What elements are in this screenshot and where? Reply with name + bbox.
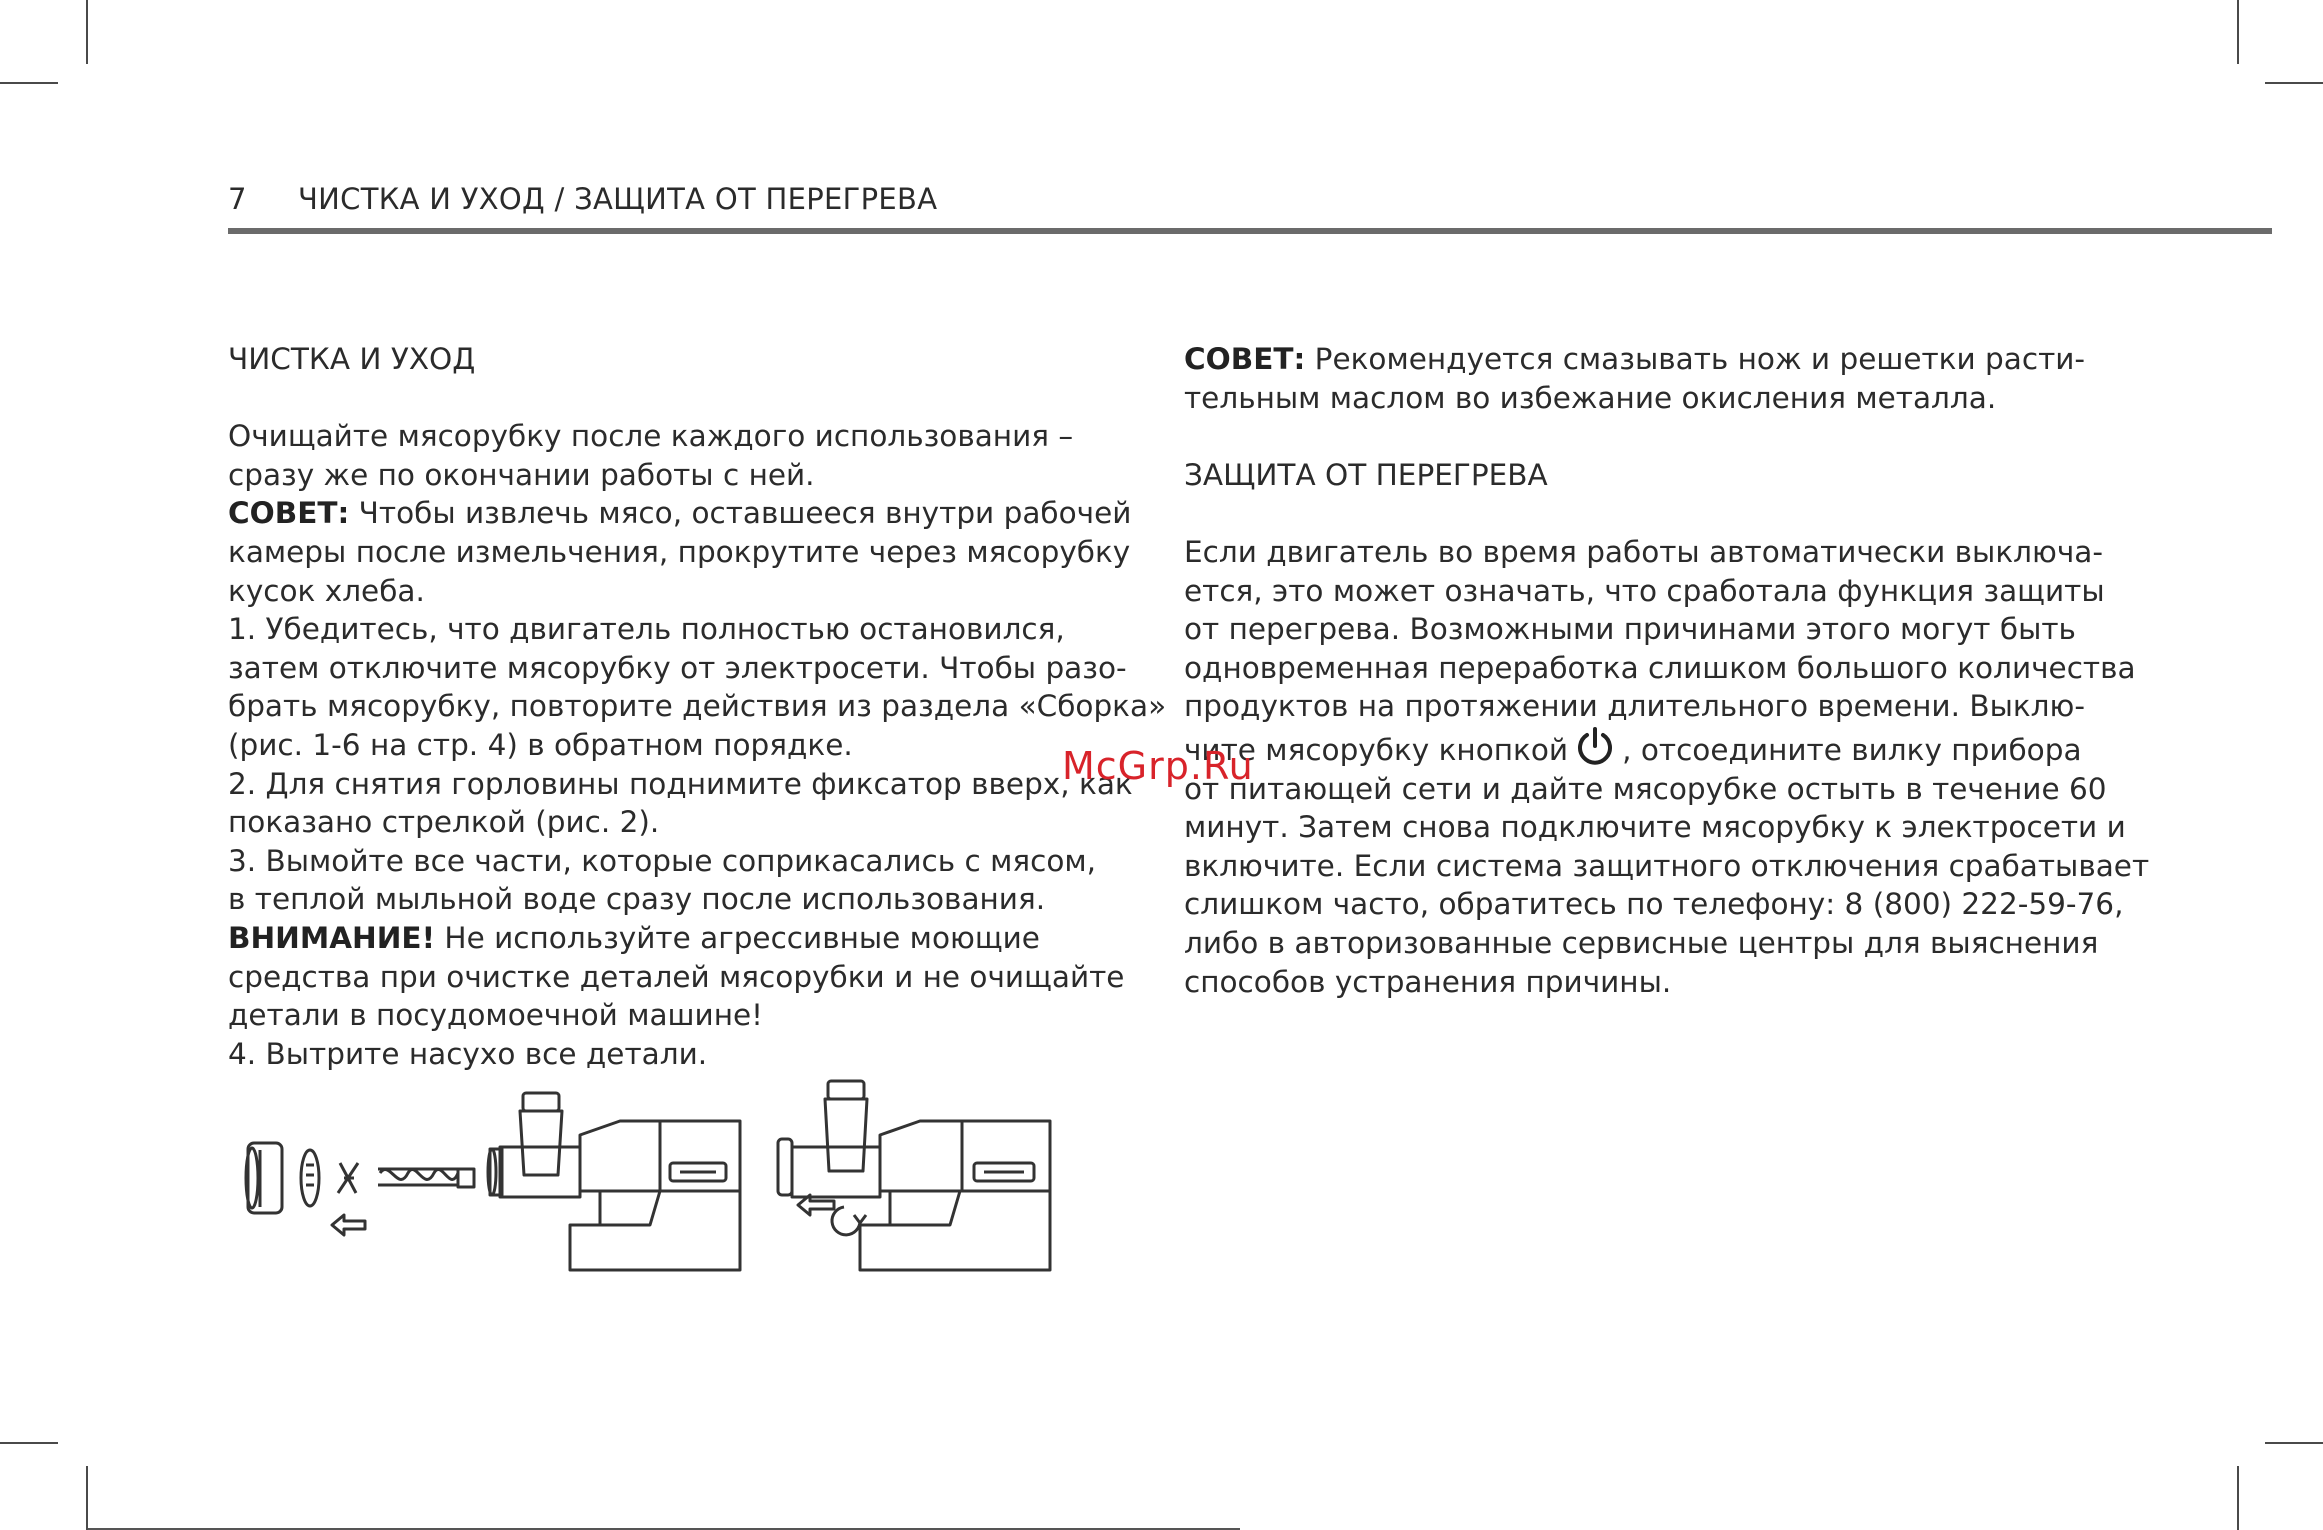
power-icon <box>1574 726 1616 768</box>
crop-mark <box>86 0 88 64</box>
tip-label: СОВЕТ: <box>1184 342 1306 376</box>
step-4-line: 4. Вытрите насухо все детали. <box>228 1036 708 1071</box>
right-column <box>1184 340 2149 1001</box>
overheat-line: ется, это может означать, что сработала функция защиты <box>1184 573 2105 608</box>
tip-label: СОВЕТ: <box>228 496 350 531</box>
step-1-line: 1. Убедитесь, что двигатель полностью остановился, <box>228 612 1065 647</box>
overheat-inline-text: , отсоедините вилку прибора <box>1622 732 2082 767</box>
watermark: McGrp.Ru <box>1062 744 1254 788</box>
page-header <box>228 182 937 216</box>
overheat-line: от перегрева. Возможными причинами этого могут быть <box>1184 612 2076 647</box>
warning-text: детали в посудомоечной машине! <box>228 998 763 1033</box>
step-3-line: в теплой мыльной воде сразу после использования. <box>228 882 1046 917</box>
crop-mark <box>2237 0 2239 64</box>
crop-mark <box>0 82 58 84</box>
crop-mark <box>2265 1442 2323 1444</box>
warning-text: Не используйте агрессивные моющие <box>435 920 1040 955</box>
overheat-line-with-icon <box>1184 726 2149 770</box>
neck-removal-illustration <box>770 1075 1070 1275</box>
page-number: 7 <box>228 182 247 216</box>
step-1-line: затем отключите мясорубку от электросети. Чтобы разо- <box>228 650 1127 685</box>
overheat-line: Если двигатель во время работы автоматически выключа- <box>1184 534 2103 569</box>
step-1-line: брать мясорубку, повторите действия из раздела «Сборка» <box>228 689 1167 724</box>
tip-text: Чтобы извлечь мясо, оставшееся внутри рабочей <box>349 496 1132 531</box>
tip-text: камеры после измельчения, прокрутите через мясорубку <box>228 534 1131 569</box>
overheat-line: либо в авторизованные сервисные центры для выяснения <box>1184 925 2099 960</box>
warning-text: средства при очистке деталей мясорубки и не очищайте <box>228 959 1125 994</box>
overheat-line: одновременная переработка слишком большого количества <box>1184 650 2136 685</box>
overheat-inline-text: чите мясорубку кнопкой <box>1184 732 1569 767</box>
left-column <box>228 340 1166 1073</box>
tip-paragraph <box>1184 340 2149 379</box>
intro-line: Очищайте мясорубку после каждого использования – <box>228 419 1074 454</box>
header-rule <box>228 228 2272 234</box>
step-2-line: показано стрелкой (рис. 2). <box>228 805 660 840</box>
step-1-line: (рис. 1-6 на стр. 4) в обратном порядке. <box>228 727 853 762</box>
warning-paragraph <box>228 919 1166 958</box>
page-title: ЧИСТКА И УХОД / ЗАЩИТА ОТ ПЕРЕГРЕВА <box>298 182 938 216</box>
step-2-line: 2. Для снятия горловины поднимите фиксатор вверх, как <box>228 766 1133 801</box>
intro-line: сразу же по окончании работы с ней. <box>228 457 815 492</box>
overheat-line: способов устранения причины. <box>1184 964 1672 999</box>
overheat-line: слишком часто, обратитесь по телефону: 8 (800) 222-59-76, <box>1184 887 2124 922</box>
tip-text: тельным маслом во избежание окисления металла. <box>1184 380 1997 415</box>
overheat-line: от питающей сети и дайте мясорубке остыть в течение 60 <box>1184 771 2107 806</box>
tip-text: Рекомендуется смазывать нож и решетки расти- <box>1305 342 2086 376</box>
overheat-line: минут. Затем снова подключите мясорубку к электросети и <box>1184 810 2126 845</box>
overheat-line: включите. Если система защитного отключения срабатывает <box>1184 848 2150 883</box>
crop-mark <box>2237 1466 2239 1530</box>
tip-text: кусок хлеба. <box>228 573 425 608</box>
crop-mark <box>86 1466 88 1530</box>
crop-mark <box>0 1442 58 1444</box>
crop-mark <box>2265 82 2323 84</box>
overheat-line: продуктов на протяжении длительного времени. Выклю- <box>1184 689 2086 724</box>
step-3-line: 3. Вымойте все части, которые соприкасались с мясом, <box>228 843 1097 878</box>
disassembly-illustration <box>240 1075 750 1275</box>
warning-label: ВНИМАНИЕ! <box>228 920 436 955</box>
section-heading-cleaning: ЧИСТКА И УХОД <box>228 342 476 376</box>
tip-paragraph <box>228 494 1166 533</box>
section-heading-overheat: ЗАЩИТА ОТ ПЕРЕГРЕВА <box>1184 457 1548 492</box>
